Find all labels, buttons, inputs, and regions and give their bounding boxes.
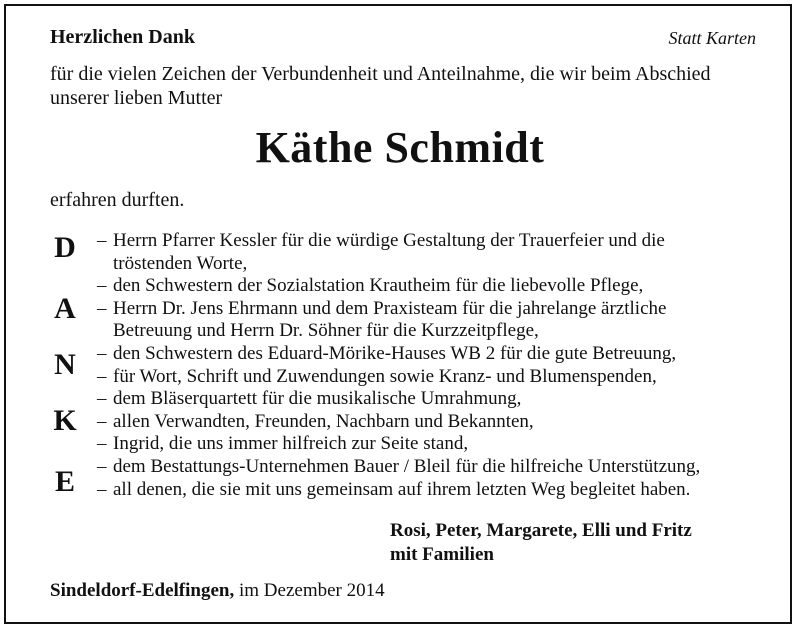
item-text: dem Bläserquartett für die musikalische Umrahmung, <box>113 388 522 410</box>
dash-bullet: – <box>97 275 107 297</box>
dash-bullet: – <box>97 478 107 500</box>
thanks-list <box>97 230 757 501</box>
dash-bullet: – <box>97 342 107 364</box>
list-item <box>97 275 757 298</box>
list-item <box>97 388 757 411</box>
list-item <box>97 230 757 275</box>
item-text: für Wort, Schrift und Zuwendungen sowie Kranz- und Blumenspenden, <box>113 365 657 387</box>
danke-letter-n: N <box>54 348 76 381</box>
danke-letter-k: K <box>53 404 77 437</box>
danke-letter-e: E <box>54 465 75 498</box>
place-date-line <box>50 580 385 602</box>
intro-line-2: unserer lieben Mutter <box>50 87 223 109</box>
item-text: dem Bestattungs-Unternehmen Bauer / Bleil für die hilfreiche Unterstützung, <box>113 455 701 477</box>
dash-bullet: – <box>97 433 107 455</box>
danke-letter-d: D <box>54 231 76 264</box>
list-item <box>97 456 757 479</box>
deceased-name: Käthe Schmidt <box>255 123 545 172</box>
thanks-heading: Herzlichen Dank <box>50 26 195 48</box>
item-text: den Schwestern der Sozialstation Krautheim für die liebevolle Pflege, <box>113 275 644 297</box>
item-text-continued: Betreuung und Herrn Dr. Söhner für die Kurzzeitpflege, <box>113 320 539 342</box>
signature-block <box>390 519 692 567</box>
date-text: im Dezember 2014 <box>238 580 385 601</box>
item-text: all denen, die sie mit uns gemeinsam auf ihrem letzten Weg begleitet haben. <box>113 478 691 500</box>
dash-bullet: – <box>97 297 107 319</box>
list-item <box>97 433 757 456</box>
list-item <box>97 298 757 343</box>
signature-names: Rosi, Peter, Margarete, Elli und Fritz <box>390 520 692 541</box>
item-text: Ingrid, die uns immer hilfreich zur Seite stand, <box>113 433 469 455</box>
item-text: allen Verwandten, Freunden, Nachbarn und Bekannten, <box>113 410 534 432</box>
dash-bullet: – <box>97 455 107 477</box>
list-item <box>97 479 757 502</box>
statt-karten-label: Statt Karten <box>668 28 756 48</box>
dash-bullet: – <box>97 410 107 432</box>
item-text-continued: tröstenden Worte, <box>113 252 248 274</box>
item-text: Herrn Pfarrer Kessler für die würdige Gestaltung der Trauerfeier und die <box>113 230 665 251</box>
dash-bullet: – <box>97 388 107 410</box>
intro-text <box>50 62 711 110</box>
intro-line-1: für die vielen Zeichen der Verbundenheit und Anteilnahme, die wir beim Abschied <box>50 63 711 85</box>
item-text: den Schwestern des Eduard-Mörike-Hauses WB 2 für die gute Betreuung, <box>113 342 677 364</box>
list-item <box>97 366 757 389</box>
place-name: Sindeldorf-Edelfingen, <box>50 580 235 601</box>
dash-bullet: – <box>97 230 107 251</box>
signature-families: mit Familien <box>390 544 494 565</box>
dash-bullet: – <box>97 365 107 387</box>
list-item <box>97 411 757 434</box>
list-item <box>97 343 757 366</box>
item-text: Herrn Dr. Jens Ehrmann und dem Praxisteam für die jahrelange ärztliche <box>113 297 667 319</box>
closing-text: erfahren durften. <box>50 189 185 211</box>
danke-letter-a: A <box>54 292 76 325</box>
